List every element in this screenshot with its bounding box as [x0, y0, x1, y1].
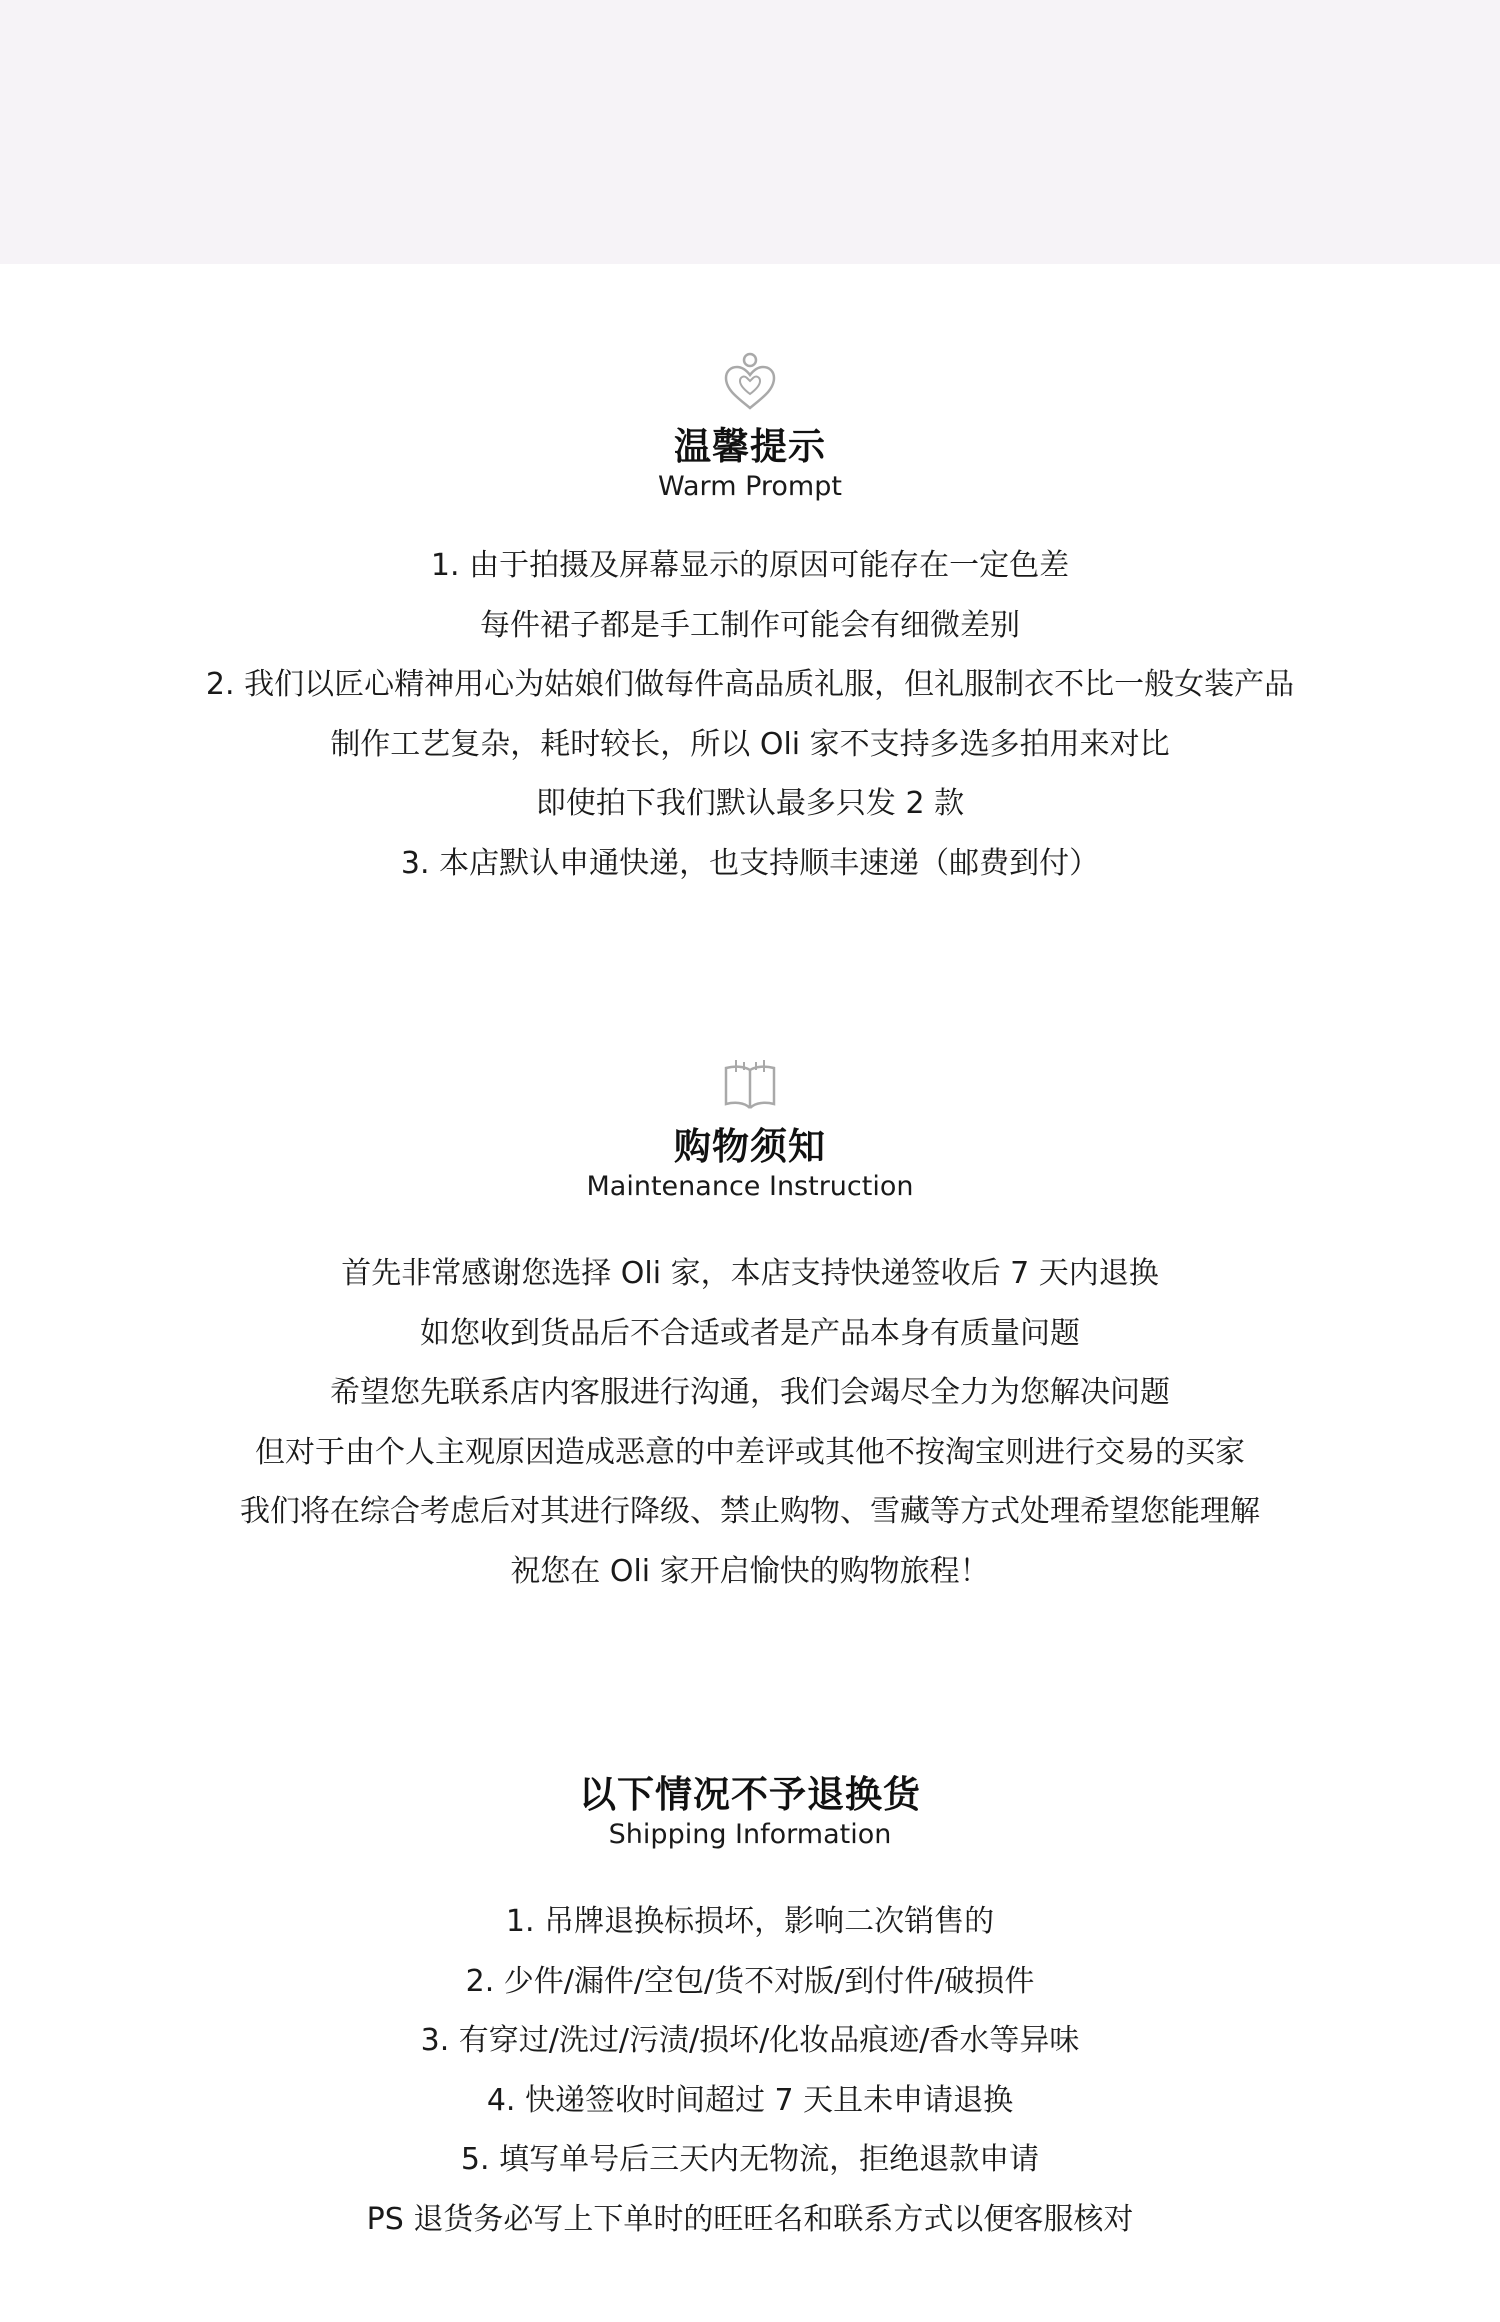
warm-prompt-list [0, 536, 1500, 893]
list-item: PS 退货务必写上下单时的旺旺名和联系方式以便客服核对 [366, 2201, 1134, 2237]
list-item: 制作工艺复杂，耗时较长，所以 Oli 家不支持多选多拍用来对比 [330, 726, 1170, 762]
warm-prompt-section [0, 350, 1500, 893]
open-book-icon [0, 1058, 1500, 1110]
list-item: 2. 少件/漏件/空包/货不对版/到付件/破损件 [465, 1963, 1035, 1999]
list-item: 1. 吊牌退换标损坏，影响二次销售的 [505, 1904, 995, 1939]
list-item: 每件裙子都是手工制作可能会有细微差别 [480, 607, 1020, 643]
list-item: 即使拍下我们默认最多只发 2 款 [535, 786, 965, 821]
heart-person-icon [0, 350, 1500, 412]
list-item: 2. 我们以匠心精神用心为姑娘们做每件高品质礼服，但礼服制衣不比一般女装产品 [205, 667, 1295, 702]
list-item: 3. 本店默认申通快递，也支持顺丰速递（邮费到付） [400, 845, 1100, 881]
maintenance-subtitle: Maintenance Instruction [586, 1171, 914, 1202]
shipping-title: 以下情况不予退换货 [579, 1773, 921, 1816]
shipping-list [0, 1892, 1500, 2249]
list-item: 如您收到货品后不合适或者是产品本身有质量问题 [420, 1315, 1080, 1351]
warm-prompt-subtitle: Warm Prompt [658, 471, 842, 502]
list-item: 1. 由于拍摄及屏幕显示的原因可能存在一定色差 [430, 548, 1070, 583]
warm-prompt-title: 温馨提示 [674, 425, 826, 468]
maintenance-list [0, 1244, 1500, 1601]
list-item: 我们将在综合考虑后对其进行降级、禁止购物、雪藏等方式处理希望您能理解 [240, 1494, 1260, 1529]
list-item: 祝您在 Oli 家开启愉快的购物旅程！ [510, 1553, 990, 1589]
list-item: 4. 快递签收时间超过 7 天且未申请退换 [486, 2082, 1014, 2118]
list-item: 希望您先联系店内客服进行沟通，我们会竭尽全力为您解决问题 [330, 1375, 1170, 1410]
list-item: 3. 有穿过/洗过/污渍/损坏/化妆品痕迹/香水等异味 [420, 2023, 1080, 2058]
list-item: 但对于由个人主观原因造成恶意的中差评或其他不按淘宝则进行交易的买家 [255, 1434, 1245, 1470]
list-item: 5. 填写单号后三天内无物流，拒绝退款申请 [460, 2142, 1040, 2177]
list-item: 首先非常感谢您选择 Oli 家，本店支持快递签收后 7 天内退换 [341, 1256, 1159, 1291]
top-banner-background [0, 0, 1500, 264]
maintenance-title: 购物须知 [674, 1125, 826, 1168]
shipping-section [0, 1772, 1500, 2249]
maintenance-section [0, 1058, 1500, 1601]
shipping-subtitle: Shipping Information [608, 1819, 892, 1850]
